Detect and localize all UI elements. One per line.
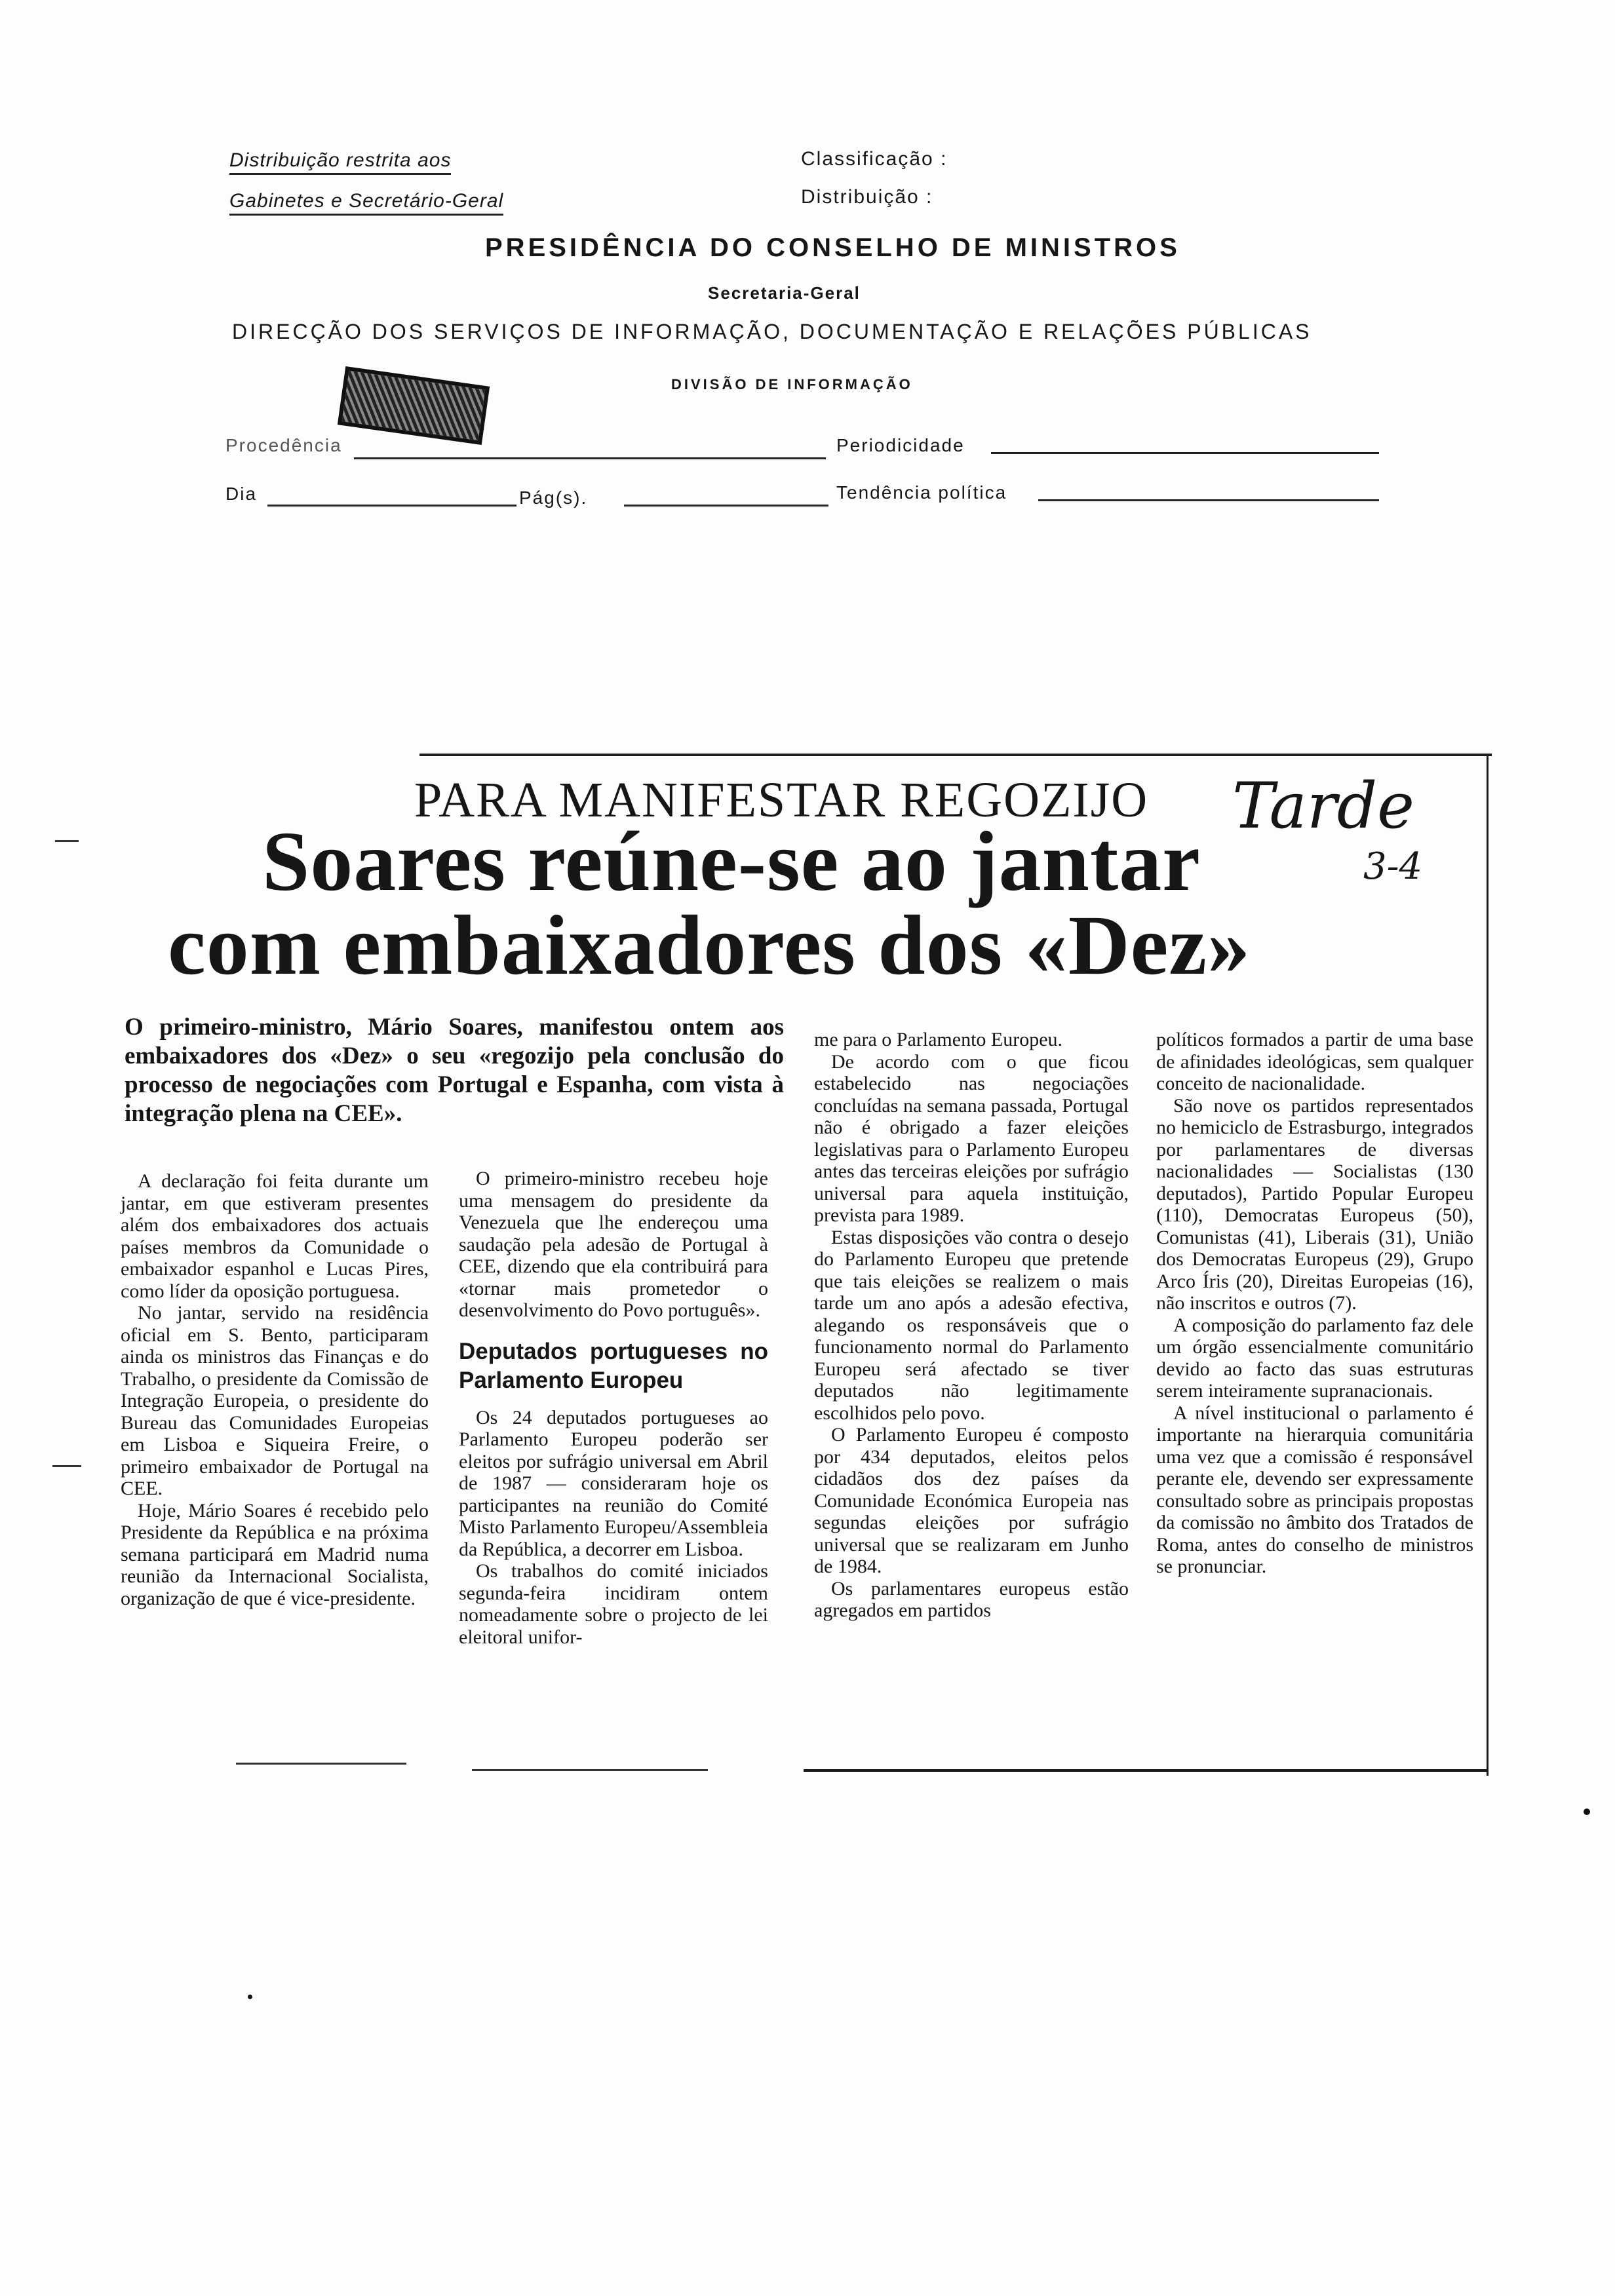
clipping-top-rule xyxy=(419,754,1492,756)
col1-paragraph: A declaração foi feita durante um jantar, em que estiveram presentes além dos embaixadores dos actuais países membros da Comunidade o embaixador espanhol e Lucas Pires, como líder da oposição portuguesa. xyxy=(121,1170,429,1302)
column-end-dash xyxy=(472,1769,708,1771)
restriction-line-1: Distribuição restrita aos xyxy=(229,149,451,175)
field-tendencia-label: Tendência política xyxy=(836,482,1007,503)
col3-paragraph: O Parlamento Europeu é composto por 434 deputados, eleitos pelos cidadãos dos dez países da Comunidade Económica Europeia nas segundas eleições por sufrágio universal que se realizaram em Junho de 1984. xyxy=(814,1424,1129,1577)
col2-paragraph: Os trabalhos do comité iniciados segunda-feira incidiram ontem nomeadamente sobre o projecto de lei eleitoral unifor- xyxy=(459,1560,768,1648)
col1-paragraph: No jantar, servido na residência oficial em S. Bento, participaram ainda os ministros das Finanças e do Trabalho, o presidente da Comissão de Integração Europeia, o presidente do Bureau das Comunidades Europeias em Lisboa e Siqueira Freire, o primeiro embaixador de Portugal na CEE. xyxy=(121,1302,429,1499)
field-dia-label: Dia xyxy=(225,484,258,504)
article-kicker: PARA MANIFESTAR REGOZIJO xyxy=(414,773,1149,828)
col2-paragraph: O primeiro-ministro recebeu hoje uma mensagem do presidente da Venezuela que lhe endereçou uma saudação pela adesão de Portugal à CEE, dizendo que ela contribuirá para «tornar mais prometedor o desenvolvimento do Povo português». xyxy=(459,1168,768,1321)
division-title: DIVISÃO DE INFORMAÇÃO xyxy=(671,376,913,392)
field-procedencia-line xyxy=(354,457,826,459)
field-pags-line xyxy=(624,505,828,507)
headline-line-2: com embaixadores dos «Dez» xyxy=(168,898,1251,993)
col3-paragraph: me para o Parlamento Europeu. xyxy=(814,1029,1063,1050)
col3-paragraph: Os parlamentares europeus estão agregados em partidos xyxy=(814,1577,1129,1621)
classification-label: Classificação : xyxy=(801,148,948,170)
scan-speck xyxy=(1584,1808,1590,1815)
scan-mark xyxy=(52,1465,81,1467)
col3-paragraph: De acordo com o que ficou estabelecido nas negociações concluídas na semana passada, Portugal não é obrigado a fazer eleições legislativas para o Parlamento Europeu antes das terceiras eleições por sufrágio universal para aquela instituição, prevista para 1989. xyxy=(814,1050,1129,1226)
article-column-3 xyxy=(814,1029,1129,1622)
restriction-line-2: Gabinetes e Secretário-Geral xyxy=(229,190,503,216)
col1-paragraph: Hoje, Mário Soares é recebido pelo Presidente da República e na próxima semana participará em Madrid numa reunião da Internacional Socialista, organização de que é vice-presidente. xyxy=(121,1499,429,1609)
col4-paragraph: A nível institucional o parlamento é importante na hierarquia comunitária uma vez que a comissão é responsável perante ele, devendo ser expressamente consultado sobre as principais propostas da comissão no âmbito dos Tratados de Roma, antes do conselho de ministros se pronunciar. xyxy=(1156,1402,1473,1577)
ministry-title: PRESIDÊNCIA DO CONSELHO DE MINISTROS xyxy=(485,233,1180,262)
field-pags-label: Pág(s). xyxy=(519,488,588,508)
headline-line-1: Soares reúne-se ao jantar xyxy=(262,814,1201,909)
clipping-right-rule xyxy=(1487,754,1489,1776)
col4-paragraph: São nove os partidos representados no hemiciclo de Estrasburgo, integrados por parlamentares de diversas nacionalidades — Socialistas (130 deputados), Partido Popular Europeu (110), Democratas Europeus (50), Comunistas (41), Liberais (31), União dos Democratas Europeus (29), Grupo Arco Íris (20), Direitas Europeias (16), não inscritos e outros (7). xyxy=(1156,1094,1473,1314)
field-periodicidade-label: Periodicidade xyxy=(836,435,965,455)
article-lead: O primeiro-ministro, Mário Soares, manifestou ontem aos embaixadores dos «Dez» o seu «regozijo pela conclusão do processo de negociações com Portugal e Espanha, com vista à integração plena na CEE». xyxy=(125,1014,784,1127)
article-column-1 xyxy=(121,1170,429,1609)
column-end-dash xyxy=(236,1763,406,1765)
distribution-label: Distribuição : xyxy=(801,186,933,208)
secretariat-title: Secretaria-Geral xyxy=(708,283,861,303)
rubber-stamp xyxy=(338,366,490,445)
handwritten-page-number: 3-4 xyxy=(1363,845,1423,888)
col3-paragraph: Estas disposições vão contra o desejo do Parlamento Europeu que pretende que tais eleições se realizem o mais tarde um ano após a adesão efectiva, alegando os responsáveis que o funcionamento normal do Parlamento Europeu será afectado se tiver deputados não legitimamente escolhidos pelo povo. xyxy=(814,1226,1129,1424)
col4-paragraph: A composição do parlamento faz dele um órgão essencialmente comunitário devido ao facto das suas estruturas serem inteiramente supranacionais. xyxy=(1156,1314,1473,1402)
article-column-2 xyxy=(459,1168,768,1648)
field-periodicidade-line xyxy=(991,452,1379,454)
article-subhead: Deputados portugueses no Parlamento Europeu xyxy=(459,1338,768,1393)
handwritten-note: Tarde xyxy=(1232,769,1414,843)
field-procedencia-label: Procedência xyxy=(225,435,342,455)
scan-speck xyxy=(248,1995,252,1999)
article-column-4 xyxy=(1156,1029,1473,1578)
clipping-bottom-rule xyxy=(804,1769,1488,1772)
col4-paragraph: políticos formados a partir de uma base de afinidades ideológicas, sem qualquer conceito de nacionalidade. xyxy=(1156,1029,1473,1094)
field-dia-line xyxy=(267,505,516,507)
directorate-title: DIRECÇÃO DOS SERVIÇOS DE INFORMAÇÃO, DOCUMENTAÇÃO E RELAÇÕES PÚBLICAS xyxy=(232,320,1312,343)
scan-mark xyxy=(55,840,79,842)
col2-paragraph: Os 24 deputados portugueses ao Parlamento Europeu poderão ser eleitos por sufrágio universal em Abril de 1987 — consideraram hoje os participantes na reunião do Comité Misto Parlamento Europeu/Assembleia da República, a decorrer em Lisboa. xyxy=(459,1406,768,1560)
field-tendencia-line xyxy=(1038,499,1379,501)
